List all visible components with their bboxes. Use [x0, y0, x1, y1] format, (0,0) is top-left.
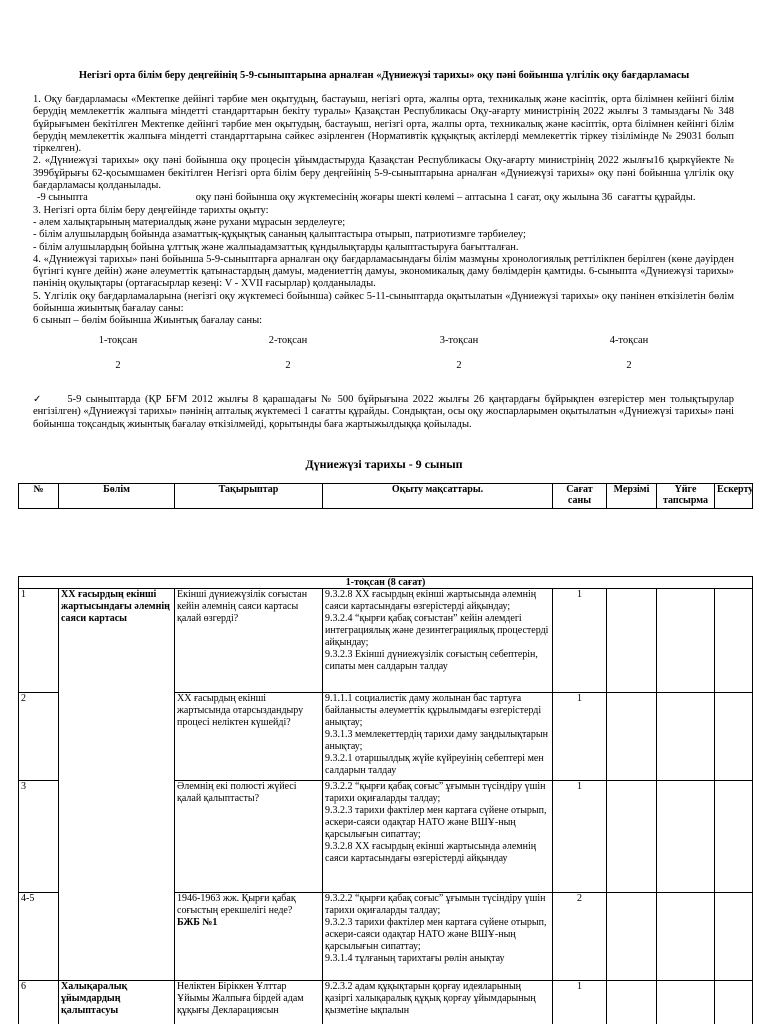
section-cell: Халықаралық ұйымдардың қалыптасуы [59, 981, 175, 1024]
row-number: 6 [19, 981, 59, 1024]
column-header: Тақырыптар [175, 484, 323, 509]
checkmark-icon: ✓ [33, 394, 44, 405]
topic-text: XX ғасырдың екінші жартысында отарсыздандыру процесі неліктен күшейді? [177, 693, 304, 728]
table-row [19, 981, 753, 1024]
quarter-label: 2-тоқсан [268, 335, 308, 346]
homework-cell [657, 589, 715, 693]
column-header: Бөлім [59, 484, 175, 509]
topic-text: Әлемнің екі полюсті жүйесі қалай қалыптасты? [177, 781, 297, 804]
objectives-cell [323, 981, 553, 1024]
objective-line: 9.1.1.1 социалистік даму жолынан бас тартуға байланысты әлеуметтік құрылымдағы өзгерістерді анықтау; [325, 693, 542, 728]
column-header: Оқыту мақсаттары. [323, 484, 553, 509]
point3-title: 3. Негізгі орта білім беру деңгейінде тарихты оқыту: [33, 204, 269, 216]
note-cell [715, 693, 753, 781]
table-row [19, 589, 753, 693]
objective-line: 9.3.1.4 тұлғаның тарихтағы рөлін анықтау [325, 953, 505, 964]
quarter-label: 4-тоқсан [609, 335, 649, 346]
topic-cell [175, 893, 323, 981]
quarter-header-row [19, 577, 753, 589]
date-cell [607, 693, 657, 781]
objectives-cell [323, 589, 553, 693]
quarter-label: 3-тоқсан [439, 335, 479, 346]
date-cell [607, 893, 657, 981]
hours-cell: 2 [553, 893, 607, 981]
objective-line: 9.3.2.1 отаршылдық жүйе күйреуінің себептері мен салдарын талдау [325, 753, 544, 776]
objective-line: 9.3.2.3 тарихи фактілер мен картаға сүйене отырып, әскери-саяси одақтар НАТО және ВШҰ-ның қарсылығын сипаттау; [325, 917, 547, 952]
note-cell [715, 981, 753, 1024]
date-cell [607, 781, 657, 893]
objective-line: 9.2.3.2 адам құқықтарын қорғау идеяларының қазіргі халықаралық құқық қорғау ұйымдарының қызметіне ықпалын [325, 981, 536, 1016]
hours-cell: 1 [553, 693, 607, 781]
objective-line: 9.3.2.2 “қырғи қабақ соғыс” ұғымын түсіндіру үшін тарихи оқиғаларды талдау; [325, 781, 546, 804]
column-header: Сағат саны [553, 484, 607, 509]
note-paragraph [33, 394, 734, 431]
note-cell [715, 589, 753, 693]
note-cell [715, 893, 753, 981]
hours-cell: 1 [553, 981, 607, 1024]
objective-line: 9.3.2.4 “қырғи қабақ соғыстан” кейін әлемдегі интеграциялық және дезинтеграциялық процестерді айқындау; [325, 613, 549, 648]
grade6-line: 6 сынып – бөлім бойынша Жиынтық бағалау саны: [33, 315, 263, 327]
topic-cell [175, 781, 323, 893]
topic-cell [175, 589, 323, 693]
objective-line: 9.3.2.3 тарихи фактілер мен картаға сүйене отырып, әскери-саяси одақтар НАТО және ВШҰ-ның қарсылығын сипаттау; [325, 805, 547, 840]
section-title: Дүниежүзі тарихы - 9 сынып [305, 457, 463, 471]
hours-text: оқу пәні бойынша оқу жүктемесінің жоғары шекті көлемі – аптасына 1 сағат, оқу жылына 36 сағатты құрайды. [195, 192, 696, 204]
row-number: 2 [19, 693, 59, 781]
header-table [18, 483, 753, 509]
hours-cell: 1 [553, 589, 607, 693]
objectives-cell [323, 781, 553, 893]
point3-item: - білім алушылардың бойында азаматтық-құқықтық сананың қалыптастыра отырып, патриотизмге тәрбиелеу; [33, 229, 526, 241]
point5: 5. Үлгілік оқу бағдарламаларына (негізгі оқу жүктемесі бойынша) сәйкес 5-11-сыныптарда оқытылатын «Дүниежүзі тарихы» оқу пәнінен өткізілетін бөлім бойынша жиынтық бағалау саны: [33, 290, 734, 315]
objectives-cell [323, 893, 553, 981]
homework-cell [657, 693, 715, 781]
objective-line: 9.3.2.8 XX ғасырдың екінші жартысында әлемнің саяси картасындағы өзгерістерді айқындау [325, 841, 537, 864]
date-cell [607, 981, 657, 1024]
date-cell [607, 589, 657, 693]
point4: 4. «Дүниежүзі тарихы» пәні бойынша 5-9-сыныптарға арналған оқу бағдарламасындағы білім мазмұны хронологиялық реттілікпен берілген (көне дәуірден бүгінгі күнге дейін) және әлеуметтік қатынастардың дамуы, мәдениеттің дамуы, экономикалық даму бөлімдерін қамтиды. 6-сыныпта «Дүниежүзі тарихы» пәнінің оқулықтары (ортағасырлар кезеңі: V - XVII ғасырлар) қолданылады. [33, 253, 734, 290]
row-number: 3 [19, 781, 59, 893]
quarter-heading: 1-тоқсан (8 сағат) [19, 577, 753, 589]
quarter-label: 1-тоқсан [98, 335, 138, 346]
objective-line: 9.3.2.2 “қырғи қабақ соғыс” ұғымын түсіндіру үшін тарихи оқиғаларды талдау; [325, 893, 546, 916]
topic-text: 1946-1963 жж. Қырғи қабақ соғыстың ерекшелігі неде? [177, 893, 296, 916]
column-header: Мерзімі [607, 484, 657, 509]
homework-cell [657, 781, 715, 893]
point3-item: - әлем халықтарының материалдық және рухани мұрасын зерделеуге; [33, 216, 346, 228]
column-header: Үйге тапсырма [657, 484, 715, 509]
quarter-value: 2 [285, 360, 291, 371]
lesson-plan-table [18, 576, 753, 1024]
paragraph-1: 1. Оқу бағдарламасы «Мектепке дейінгі тәрбие мен оқытудың, бастауыш, негізгі орта, жалпы орта, техникалық және кәсіптік, орта білімнен кейінгі білім берудің мемлекеттік жалпыға міндетті стандарттарын бекіту туралы» Қазақстан Республикасы Оқу-ағарту министрінің 2022 жылғы 3 тамыздағы № 348 бұйрығымен бекітілген Мектепке дейінгі тәрбие мен оқытудың, бастауыш, негізгі орта, жалпы орта, техникалық және кәсіптік, орта білімнен кейінгі білім берудің мемлекеттік жалпыға міндетті стандарттарына сәйкес әзірленген (Нормативтік құқықтық актілерді мемлекеттік тіркеу тізілімінде № 29031 болып тіркелген). [33, 94, 734, 155]
point3-item: - білім алушылардың бойына ұлттық және жалпыадамзаттық құндылықтарды қалыптастыруға бағытталған. [33, 241, 519, 253]
homework-cell [657, 981, 715, 1024]
hours-line [33, 192, 734, 204]
quarter-value: 2 [456, 360, 462, 371]
section-cell: XX ғасырдың екінші жартысындағы әлемнің саяси картасы [59, 589, 175, 981]
row-number: 4-5 [19, 893, 59, 981]
column-header: № [19, 484, 59, 509]
hours-cell: 1 [553, 781, 607, 893]
quarter-value: 2 [626, 360, 632, 371]
document-title: Негізгі орта білім беру деңгейінің 5-9-сыныптарына арналған «Дүниежүзі тарихы» оқу пәні бойынша үлгілік оқу бағдарламасы [78, 70, 690, 81]
note-cell [715, 781, 753, 893]
objective-line: 9.3.1.3 мемлекеттердің тарихи даму заңдылықтарын анықтау; [325, 729, 548, 752]
quarter-value: 2 [115, 360, 121, 371]
topic-cell [175, 981, 323, 1024]
objective-line: 9.3.2.3 Екінші дүниежүзілік соғыстың себептерін, сипаты мен салдарын талдау [325, 649, 538, 672]
column-header: Ескерту [715, 484, 753, 509]
objectives-cell [323, 693, 553, 781]
row-number: 1 [19, 589, 59, 693]
homework-cell [657, 893, 715, 981]
hours-grade: -9 сыныпта [37, 192, 88, 204]
header-row [19, 484, 753, 509]
objective-line: 9.3.2.8 XX ғасырдың екінші жартысында әлемнің саяси картасындағы өзгерістерді айқындау; [325, 589, 537, 612]
topic-cell [175, 693, 323, 781]
assessment-label: БЖБ №1 [177, 917, 218, 928]
document-body [33, 94, 734, 328]
paragraph-2: 2. «Дүниежүзі тарихы» оқу пәні бойынша оқу процесін ұйымдастыруда Қазақстан Республикасы Оқу-ағарту министрінің 2022 жылғы16 қыркүйекте № 399бұйрығы 62-қосымшамен бекітілген Негізгі орта білім беру деңгейінің 5-9-сыныптарына арналған «Дүниежүзі тарихы» оқу пәні бойынша үлгілік оқу бағдарламасы қолданылады. [33, 155, 734, 192]
topic-text: Екінші дүниежүзілік соғыстан кейін әлемнің саяси картасы қалай өзгерді? [177, 589, 308, 624]
topic-text: Неліктен Біріккен Ұлттар Ұйымы Жалпыға бірдей адам құқығы Декларациясын [177, 981, 304, 1016]
note-text: 5-9 сыныптарда (ҚР БҒМ 2012 жылғы 8 қарашадағы № 500 бұйрығына 2022 жылғы 26 қаңтардағы бұйрықпен өзгерістер мен толықтырулар енгізілген) «Дүниежүзі тарихы» пәнінің апталық жүктемесі 1 сағатты құрайды. Сондықтан, осы оқу жоспарларымен оқытылатын «Дүниежүзі тарихы» пәні бойынша тоқсандық жиынтық бағалау өткізілмейді, қорытынды баға жартыжылдыққа қойылады. [33, 394, 734, 430]
